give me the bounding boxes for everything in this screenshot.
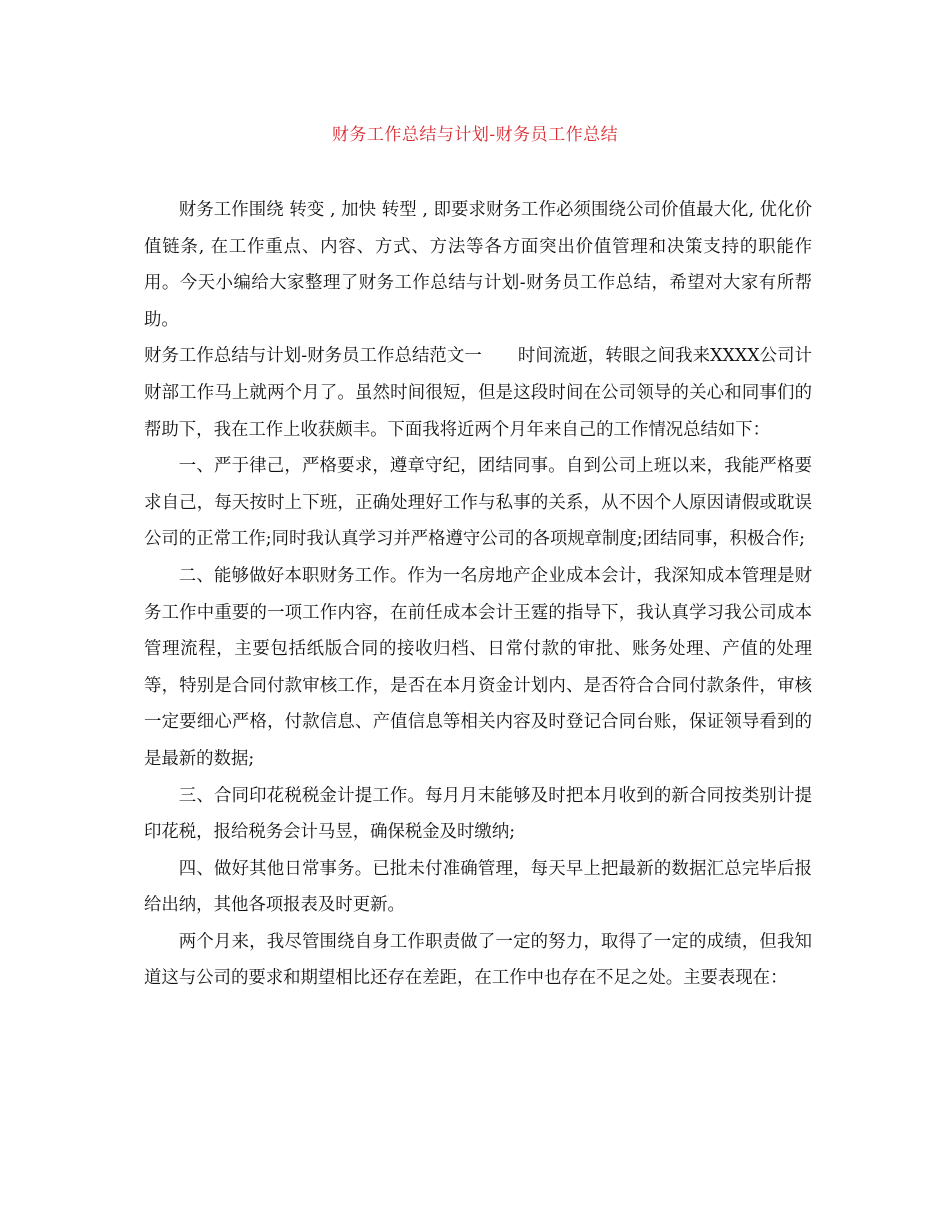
document-title: 财务工作总结与计划-财务员工作总结 (331, 125, 619, 145)
document-body (144, 192, 812, 997)
body-paragraph-5: 两个月来，我尽管围绕自身工作职责做了一定的努力，取得了一定的成绩，但我知道这与公司的要求和期望相比还存在差距，在工作中也存在不足之处。主要表现在： (144, 931, 812, 989)
intro-paragraph: 财务工作围绕 转变 , 加快 转型 , 即要求财务工作必须围绕公司价值最大化, 优化价值链条, 在工作重点、内容、方式、方法等各方面突出价值管理和决策支持的职能作用。今天小编给大家整理了财务工作总结与计划-财务员工作总结，希望对大家有所帮助。 (144, 200, 812, 330)
body-paragraph-2: 二、能够做好本职财务工作。作为一名房地产企业成本会计，我深知成本管理是财务工作中重要的一项工作内容，在前任成本会计王霆的指导下，我认真学习我公司成本管理流程，主要包括纸版合同的接收归档、日常付款的审批、账务处理、产值的处理等，特别是合同付款审核工作，是否在本月资金计划内、是否符合合同付款条件，审核一定要细心严格，付款信息、产值信息等相关内容及时登记合同台账，保证领导看到的是最新的数据; (144, 565, 812, 769)
body-paragraph-3: 三、合同印花税税金计提工作。每月月末能够及时把本月收到的新合同按类别计提印花税，报给税务会计马昱，确保税金及时缴纳; (144, 785, 812, 843)
body-paragraph-1: 一、严于律己，严格要求，遵章守纪，团结同事。自到公司上班以来，我能严格要求自己，每天按时上下班，正确处理好工作与私事的关系，从不因个人原因请假或耽误公司的正常工作;同时我认真学习并严格遵守公司的各项规章制度;团结同事，积极合作; (144, 456, 812, 550)
section-paragraph (144, 338, 812, 448)
section-heading: 财务工作总结与计划-财务员工作总结范文一 (144, 346, 482, 367)
body-paragraph-4: 四、做好其他日常事务。已批未付准确管理，每天早上把最新的数据汇总完毕后报给出纳，其他各项报表及时更新。 (144, 858, 812, 916)
section-lead: 时间流逝，转眼之间我来XXXX公司计财部工作马上就两个月了。虽然时间很短，但是这段时间在公司领导的关心和同事们的帮助下，我在工作上收获颇丰。下面我将近两个月年来自己的工作情况总结如下： (144, 346, 812, 440)
